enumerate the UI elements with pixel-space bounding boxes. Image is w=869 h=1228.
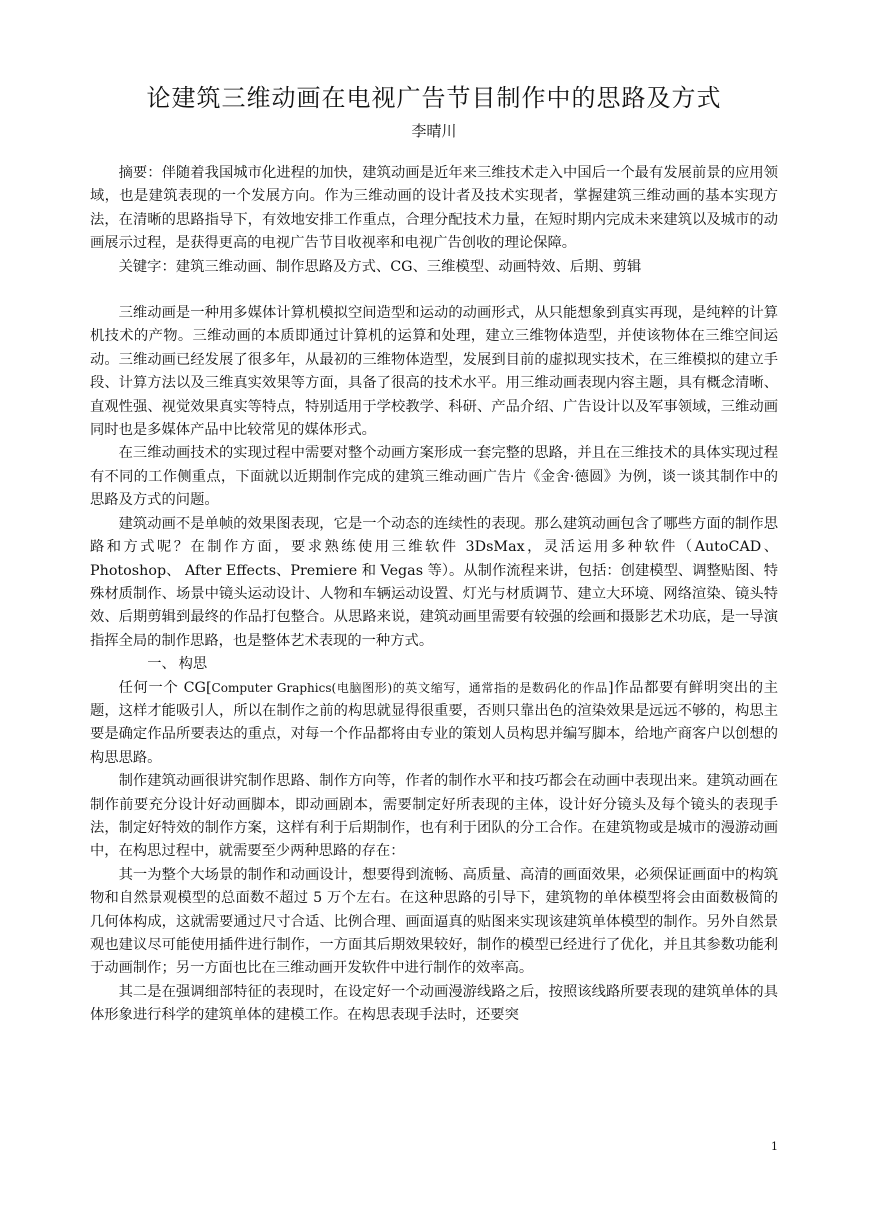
section-heading-1 (90, 653, 778, 676)
cg-definition-note: Computer Graphics(电脑图形)的英文缩写，通常指的是数码化的作品 (211, 680, 608, 695)
document-title: 论建筑三维动画在电视广告节目制作中的思路及方式 (146, 84, 722, 112)
body-paragraph-5: 制作建筑动画很讲究制作思路、制作方向等，作者的制作水平和技巧都会在动画中表现出来。建筑动画在制作前要充分设计好动画脚本，即动画剧本，需要制定好所表现的主体，设计好分镜头及每个镜头的表现手法，制定好特效的制作方案，这样有利于后期制作，也有利于团队的分工合作。在建筑物或是城市的漫游动画中，在构思过程中，就需要至少两种思路的存在： (90, 773, 778, 860)
section-number: 一、 (147, 656, 176, 673)
body-paragraph-6: 其一为整个大场景的制作和动画设计，想要得到流畅、高质量、高清的画面效果，必须保证画面中的构筑物和自然景观模型的总面数不超过 5 万个左右。在这种思路的引导下，建筑物的单体模型将会由面数极简的几何体构成，这就需要通过尺寸合适、比例合理、画面逼真的贴图来实现该建筑单体模型的制作。另外自然景观也建议尽可能使用插件进行制作，一方面其后期效果较好，制作的模型已经进行了优化，并且其参数功能利于动画制作；另一方面也比在三维动画开发软件中进行制作的效率高。 (90, 866, 778, 977)
body-paragraph-1: 三维动画是一种用多媒体计算机模拟空间造型和运动的动画形式，从只能想象到真实再现，是纯粹的计算机技术的产物。三维动画的本质即通过计算机的运算和处理，建立三维物体造型，并使该物体在三维空间运动。三维动画已经发展了很多年，从最初的三维物体造型，发展到目前的虚拟现实技术，在三维模拟的建立手段、计算方法以及三维真实效果等方面，具备了很高的技术水平。用三维动画表现内容主题，具有概念清晰、直观性强、视觉效果真实等特点，特别适用于学校教学、科研、产品介绍、广告设计以及军事领域，三维动画同时也是多媒体产品中比较常见的媒体形式。 (90, 305, 778, 439)
document-page (90, 82, 778, 1028)
body-paragraph-4 (90, 677, 778, 771)
paragraph-4-rest: ]作品都要有鲜明突出的主题，这样才能吸引人，所以在制作之前的构思就显得很重要，否则只靠出色的渲染效果是远远不够的，构思主要是确定作品所要表达的重点，对每一个作品都将由专业的策划人员构思并编写脚本，给地产商客户以创想的构思思路。 (90, 679, 778, 766)
keywords-line: 关键字：建筑三维动画、制作思路及方式、CG、三维模型、动画特效、后期、剪辑 (118, 258, 642, 275)
body-paragraph-2: 在三维动画技术的实现过程中需要对整个动画方案形成一套完整的思路，并且在三维技术的具体实现过程有不同的工作侧重点，下面就以近期制作完成的建筑三维动画广告片《金舍·德圆》为例，谈一谈其制作中的思路及方式的问题。 (90, 445, 778, 509)
body-paragraph-3: 建筑动画不是单帧的效果图表现，它是一个动态的连续性的表现。那么建筑动画包含了哪些方面的制作思路和方式呢？在制作方面，要求熟练使用三维软件 3DsMax，灵活运用多种软件（AutoCAD、Photoshop、 After Effects、Premiere 和 Vegas 等）。从制作流程来讲，包括：创建模型、调整贴图、特殊材质制作、场景中镜头运动设计、人物和车辆运动设置、灯光与材质调节、建立大环境、网络渲染、镜头特效、后期剪辑到最终的作品打包整合。从思路来说，建筑动画里需要有较强的绘画和摄影艺术功底，是一导演指挥全局的制作思路，也是整体艺术表现的一种方式。 (90, 515, 778, 649)
abstract-paragraph: 摘要：伴随着我国城市化进程的加快，建筑动画是近年来三维技术走入中国后一个最有发展前景的应用领域，也是建筑表现的一个发展方向。作为三维动画的设计者及技术实现者，掌握建筑三维动画的基本实现方法，在清晰的思路指导下，有效地安排工作重点，合理分配技术力量，在短时期内完成未来建筑以及城市的动画展示过程，是获得更高的电视广告节目收视率和电视广告创收的理论保障。 (90, 165, 778, 252)
page-number: 1 (771, 1140, 778, 1153)
section-label: 构思 (178, 656, 208, 673)
body-paragraph-7: 其二是在强调细部特征的表现时，在设定好一个动画漫游线路之后，按照该线路所要表现的建筑单体的具体形象进行科学的建筑单体的建模工作。在构思表现手法时，还要突 (90, 983, 778, 1024)
author-name: 李晴川 (411, 122, 457, 140)
paragraph-4-start: 任何一个 CG[ (118, 679, 212, 696)
